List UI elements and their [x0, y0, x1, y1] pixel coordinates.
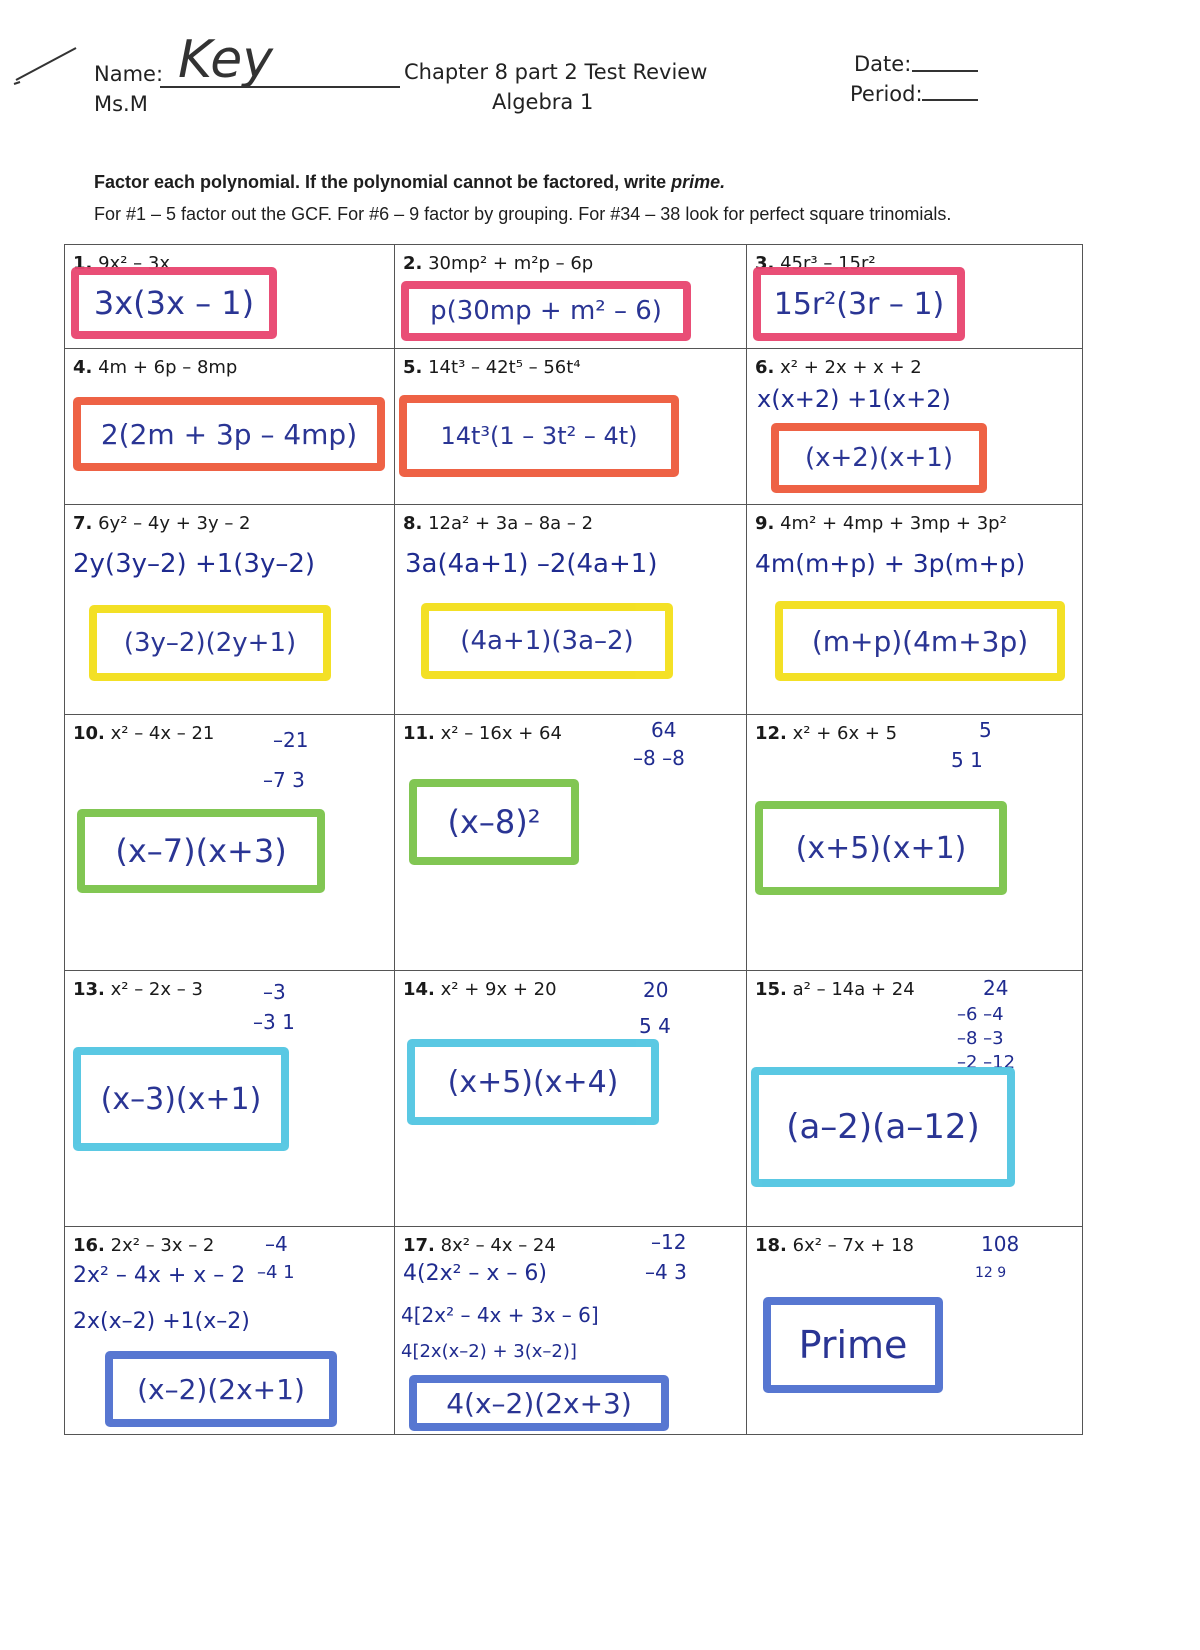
- work-line: 4[2x² – 4x + 3x – 6]: [401, 1303, 599, 1327]
- problem-expr: 14. x² + 9x + 20: [403, 979, 557, 1000]
- answer-box: 14t³(1 – 3t² – 4t): [399, 395, 679, 477]
- period-label: Period:: [850, 82, 923, 106]
- problem-cell-17: [395, 1227, 747, 1435]
- date-line: [912, 70, 978, 72]
- problem-expr: 15. a² – 14a + 24: [755, 979, 915, 1000]
- problem-cell-6: [747, 349, 1083, 505]
- problem-expr: 11. x² – 16x + 64: [403, 723, 562, 744]
- scratch-top: 24: [983, 976, 1009, 1000]
- scratch-bottom: –8 –8: [633, 746, 685, 770]
- problem-grid: [64, 244, 1083, 1435]
- problem-expr: 1. 9x² – 3x: [73, 253, 170, 274]
- answer-box: (3y–2)(2y+1): [89, 605, 331, 681]
- scratch-line: –8 –3: [957, 1028, 1004, 1049]
- name-label: Name:: [94, 62, 164, 86]
- scratch-line: –6 –4: [957, 1004, 1004, 1025]
- problem-expr: 10. x² – 4x – 21: [73, 723, 215, 744]
- scratch-bottom: –3 1: [253, 1010, 295, 1034]
- work-line: 2x(x–2) +1(x–2): [73, 1309, 250, 1334]
- problem-expr: 8. 12a² + 3a – 8a – 2: [403, 513, 594, 534]
- scratch-bottom: 12 9: [975, 1265, 1007, 1281]
- answer-box: 2(2m + 3p – 4mp): [73, 397, 385, 471]
- answer-box: (4a+1)(3a–2): [421, 603, 673, 679]
- scratch-top: –3: [263, 980, 286, 1004]
- answer-box: 15r²(3r – 1): [753, 267, 965, 341]
- answer-box: (x–8)²: [409, 779, 579, 865]
- problem-expr: 7. 6y² – 4y + 3y – 2: [73, 513, 251, 534]
- pen-stroke-mark: [12, 44, 82, 99]
- work-line: 2y(3y–2) +1(3y–2): [73, 549, 316, 579]
- answer-box: (x–7)(x+3): [77, 809, 325, 893]
- answer-box: p(30mp + m² – 6): [401, 281, 691, 341]
- date-label: Date:: [854, 52, 912, 76]
- problem-expr: 2. 30mp² + m²p – 6p: [403, 253, 594, 274]
- problem-expr: 3. 45r³ – 15r²: [755, 253, 876, 274]
- work-line: 3a(4a+1) –2(4a+1): [405, 549, 658, 579]
- scratch-top: 108: [981, 1232, 1020, 1256]
- course-name: Algebra 1: [492, 90, 594, 114]
- problem-cell-10: [65, 715, 395, 971]
- answer-box: 3x(3x – 1): [71, 267, 277, 339]
- problem-expr: 16. 2x² – 3x – 2: [73, 1235, 215, 1256]
- answer-box: (x–3)(x+1): [73, 1047, 289, 1151]
- problem-expr: 5. 14t³ – 42t⁵ – 56t⁴: [403, 357, 581, 378]
- scratch-bottom: –4 3: [645, 1260, 687, 1284]
- work-line: 4(2x² – x – 6): [403, 1261, 547, 1286]
- problem-cell-5: [395, 349, 747, 505]
- name-value: Key: [178, 30, 274, 90]
- instructions-italic: prime.: [671, 172, 726, 192]
- scratch-line: –2 –12: [957, 1052, 1016, 1073]
- scratch-top: –4: [265, 1232, 288, 1256]
- problem-cell-18: [747, 1227, 1083, 1435]
- problem-cell-9: [747, 505, 1083, 715]
- problem-expr: 9. 4m² + 4mp + 3mp + 3p²: [755, 513, 1007, 534]
- instructions-bold: Factor each polynomial. If the polynomial cannot be factored, write: [94, 172, 667, 192]
- scratch-bottom: 5 1: [951, 748, 983, 772]
- problem-expr: 4. 4m + 6p – 8mp: [73, 357, 238, 378]
- work-line: 2x² – 4x + x – 2: [73, 1263, 246, 1288]
- answer-box: Prime: [763, 1297, 943, 1393]
- problem-cell-11: [395, 715, 747, 971]
- problem-expr: 12. x² + 6x + 5: [755, 723, 898, 744]
- problem-cell-8: [395, 505, 747, 715]
- work-line: x(x+2) +1(x+2): [757, 385, 951, 413]
- problem-cell-15: [747, 971, 1083, 1227]
- scratch-top: 20: [643, 978, 669, 1002]
- problem-cell-2: [395, 245, 747, 349]
- answer-box: (x+2)(x+1): [771, 423, 987, 493]
- scratch-top: 5: [979, 718, 992, 742]
- problem-cell-12: [747, 715, 1083, 971]
- work-line: 4m(m+p) + 3p(m+p): [755, 549, 1026, 578]
- answer-box: 4(x–2)(2x+3): [409, 1375, 669, 1431]
- problem-expr: 17. 8x² – 4x – 24: [403, 1235, 556, 1256]
- answer-box: (a–2)(a–12): [751, 1067, 1015, 1187]
- scratch-bottom: –4 1: [257, 1262, 295, 1283]
- scratch-bottom: –7 3: [263, 768, 305, 792]
- problem-cell-1: [65, 245, 395, 349]
- scratch-bottom: 5 4: [639, 1014, 671, 1038]
- scratch-top: –12: [651, 1230, 687, 1254]
- teacher-name: Ms.M: [94, 92, 148, 116]
- problem-expr: 6. x² + 2x + x + 2: [755, 357, 922, 378]
- period-line: [922, 99, 978, 101]
- problem-cell-14: [395, 971, 747, 1227]
- answer-box: (x+5)(x+1): [755, 801, 1007, 895]
- problem-cell-13: [65, 971, 395, 1227]
- work-line: 4[2x(x–2) + 3(x–2)]: [401, 1341, 577, 1362]
- problem-cell-16: [65, 1227, 395, 1435]
- instructions-line-2: For #1 – 5 factor out the GCF. For #6 – 9 factor by grouping. For #34 – 38 look for perfect square trinomials.: [94, 204, 952, 224]
- problem-cell-3: [747, 245, 1083, 349]
- problem-expr: 18. 6x² – 7x + 18: [755, 1235, 914, 1256]
- problem-cell-4: [65, 349, 395, 505]
- scratch-top: 64: [651, 718, 677, 742]
- answer-box: (m+p)(4m+3p): [775, 601, 1065, 681]
- answer-box: (x+5)(x+4): [407, 1039, 659, 1125]
- instructions-line-1: [94, 172, 725, 193]
- answer-box: (x–2)(2x+1): [105, 1351, 337, 1427]
- problem-cell-7: [65, 505, 395, 715]
- scratch-top: –21: [273, 728, 309, 752]
- page-title: Chapter 8 part 2 Test Review: [404, 60, 708, 84]
- problem-expr: 13. x² – 2x – 3: [73, 979, 203, 1000]
